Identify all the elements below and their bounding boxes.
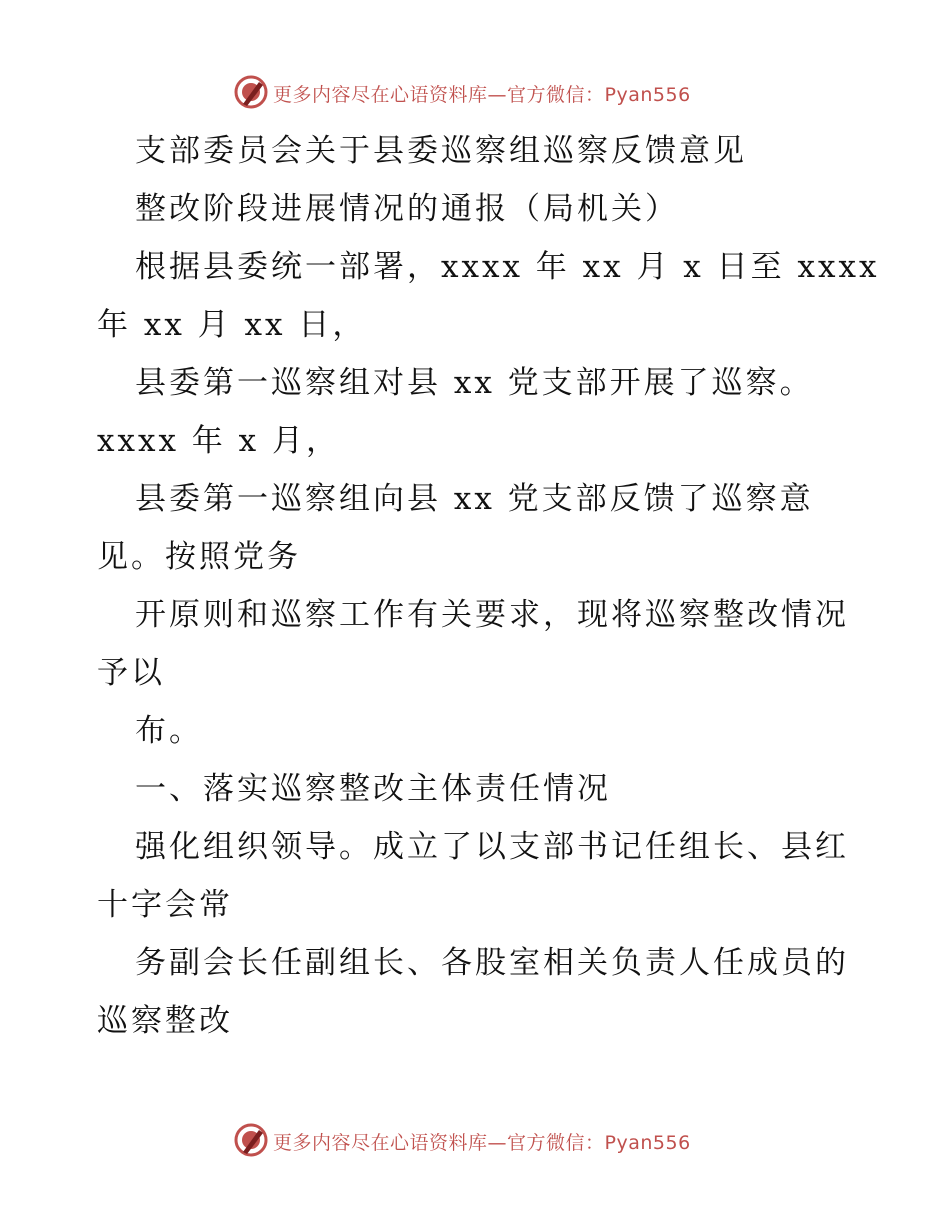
doc-line-14: 十字会常 [97, 887, 233, 923]
doc-line-11: 布。 [135, 713, 203, 749]
doc-line-16: 巡察整改 [97, 1003, 233, 1039]
doc-line-4: 年 xx 月 xx 日， [97, 307, 367, 343]
header-banner-text: 更多内容尽在心语资料库—官方微信：Pyan556 [273, 84, 691, 106]
doc-line-6: xxxx 年 x 月， [97, 423, 340, 459]
footer-banner [0, 1120, 950, 1164]
section-heading-1: 一、落实巡察整改主体责任情况 [135, 771, 611, 807]
pen-logo-icon [233, 1122, 269, 1158]
doc-line-2: 整改阶段进展情况的通报（局机关） [135, 191, 679, 227]
doc-line-15: 务副会长任副组长、各股室相关负责人任成员的 [135, 945, 849, 981]
pen-logo-icon [233, 74, 269, 110]
doc-line-10: 予以 [97, 655, 165, 691]
header-banner [0, 72, 950, 116]
doc-line-5: 县委第一巡察组对县 xx 党支部开展了巡察。 [135, 365, 814, 401]
document-body [97, 122, 880, 1050]
footer-banner-text: 更多内容尽在心语资料库—官方微信：Pyan556 [273, 1132, 691, 1154]
doc-line-8: 见。按照党务 [97, 539, 301, 575]
doc-line-1: 支部委员会关于县委巡察组巡察反馈意见 [135, 133, 747, 169]
doc-line-7: 县委第一巡察组向县 xx 党支部反馈了巡察意 [135, 481, 814, 517]
doc-line-13: 强化组织领导。成立了以支部书记任组长、县红 [135, 829, 849, 865]
doc-line-3: 根据县委统一部署，xxxx 年 xx 月 x 日至 xxxx [135, 249, 880, 285]
doc-line-9: 开原则和巡察工作有关要求，现将巡察整改情况 [135, 597, 849, 633]
